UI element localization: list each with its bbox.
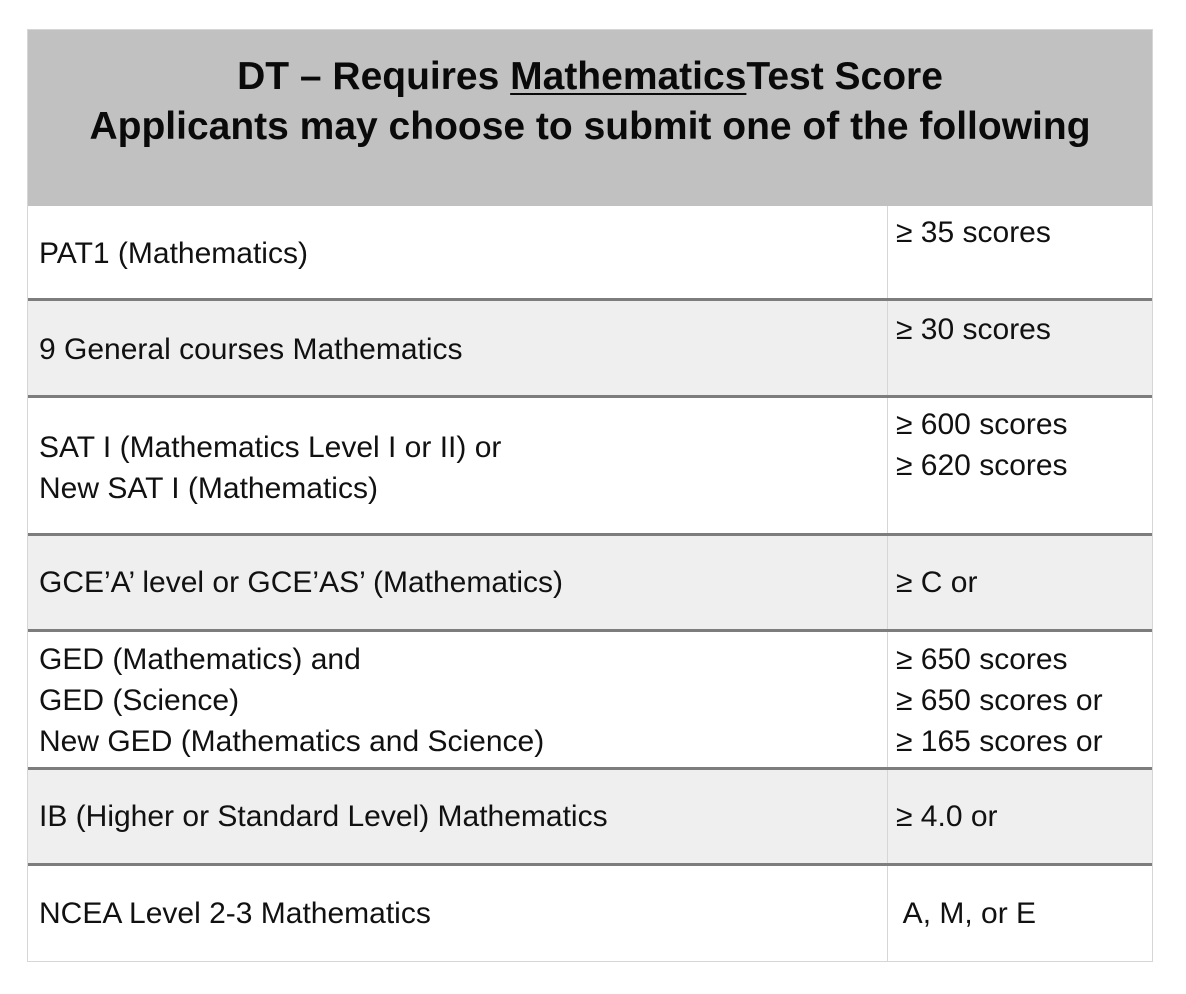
test-name: GCE’A’ level or GCE’AS’ (Mathematics) — [39, 566, 564, 599]
table-header — [28, 30, 1152, 206]
test-name-line-1: SAT I (Mathematics Level I or II) or — [39, 430, 502, 464]
test-cell — [28, 301, 888, 395]
test-name-line-1: GED (Mathematics) and — [39, 643, 361, 676]
test-cell — [28, 866, 888, 961]
requirement-value-3: ≥ 165 scores or — [896, 725, 1103, 758]
requirement-cell — [888, 301, 1152, 395]
header-title-suffix: Test Score — [746, 55, 943, 98]
requirement-cell — [888, 632, 1152, 767]
table-row-general-courses — [28, 301, 1152, 398]
table-row-ged — [28, 632, 1152, 770]
test-name: IB (Higher or Standard Level) Mathematics — [39, 800, 608, 833]
requirement-value-2: ≥ 650 scores or — [896, 684, 1103, 717]
test-cell — [28, 206, 888, 298]
requirement-value: A, M, or E — [896, 897, 1037, 930]
header-title-underlined: Mathematics — [510, 55, 747, 98]
test-cell — [28, 398, 888, 533]
test-cell — [28, 536, 888, 629]
table-row-sat — [28, 398, 1152, 536]
test-name: NCEA Level 2-3 Mathematics — [39, 897, 431, 930]
requirement-cell — [888, 536, 1152, 629]
requirement-value-1: ≥ 600 scores — [896, 408, 1068, 441]
table-row-pat1 — [28, 206, 1152, 301]
requirement-cell — [888, 866, 1152, 961]
requirement-value-2: ≥ 620 scores — [896, 449, 1068, 482]
table-row-ib — [28, 770, 1152, 866]
test-cell — [28, 632, 888, 767]
table-row-gce — [28, 536, 1152, 632]
test-name-line-2: New SAT I (Mathematics) — [39, 471, 378, 505]
test-name-line-2: GED (Science) — [39, 684, 240, 717]
requirement-value: ≥ 35 scores — [896, 216, 1051, 249]
requirement-value: ≥ C or — [896, 566, 978, 599]
requirement-value: ≥ 30 scores — [896, 313, 1051, 346]
header-subtitle: Applicants may choose to submit one of the following — [89, 105, 1091, 148]
table-row-ncea — [28, 866, 1152, 961]
requirement-cell — [888, 770, 1152, 863]
test-name-line-3: New GED (Mathematics and Science) — [39, 725, 545, 758]
requirement-cell — [888, 206, 1152, 298]
header-title-prefix: DT – Requires — [237, 55, 511, 98]
header-title — [28, 52, 1152, 102]
requirement-cell — [888, 398, 1152, 533]
test-name: PAT1 (Mathematics) — [39, 236, 308, 270]
requirement-value-1: ≥ 650 scores — [896, 643, 1068, 676]
requirements-table — [27, 29, 1153, 962]
test-name: 9 General courses Mathematics — [39, 332, 463, 366]
test-cell — [28, 770, 888, 863]
requirement-value: ≥ 4.0 or — [896, 800, 998, 833]
